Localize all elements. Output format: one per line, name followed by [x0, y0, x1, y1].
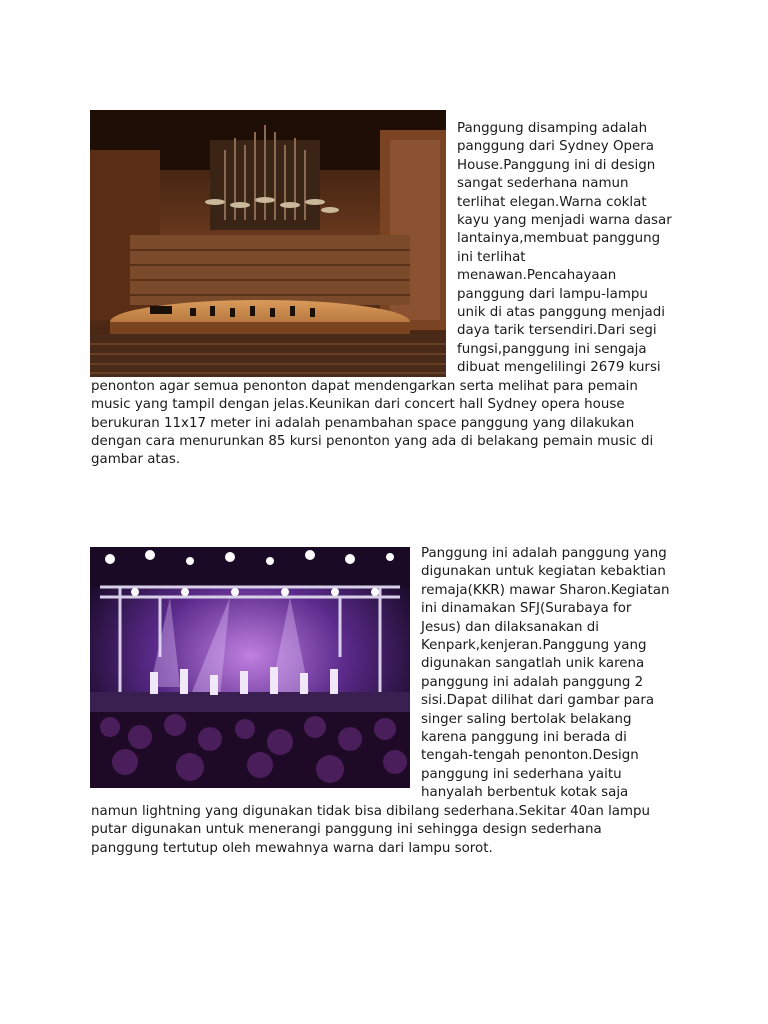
opera-description	[91, 120, 681, 470]
text-line: ini dinamakan SFJ(Surabaya for	[421, 601, 632, 617]
text-line: panggung ini sederhana yaitu	[421, 766, 622, 782]
text-line: sangat sederhana namun	[457, 176, 629, 192]
text-line: berukuran 11x17 meter ini adalah penambahan space panggung yang dilakukan	[91, 415, 635, 431]
text-line: namun lightning yang digunakan tidak bisa dibilang sederhana.Sekitar 40an lampu	[91, 803, 651, 819]
text-line: Kenpark,kenjeran.Panggung yang	[421, 638, 647, 654]
text-line: lantainya,membuat panggung	[457, 231, 661, 247]
text-line: ini terlihat	[457, 249, 526, 265]
text-line: unik di atas panggung menjadi	[457, 305, 665, 321]
text-line: sisi.Dapat dilihat dari gambar para	[421, 693, 655, 709]
text-line: dengan cara menurunkan 85 kursi penonton yang ada di belakang pemain music di	[91, 433, 654, 449]
text-line: dibuat mengelilingi 2679 kursi	[457, 360, 661, 376]
text-line: terlihat elegan.Warna coklat	[457, 194, 647, 210]
text-line: karena panggung ini berada di	[421, 730, 627, 746]
concert-description	[91, 545, 681, 858]
text-line: Jesus) dan dilaksanakan di	[421, 619, 600, 635]
text-line: remaja(KKR) mawar Sharon.Kegiatan	[421, 582, 670, 598]
text-line: fungsi,panggung ini sengaja	[457, 341, 647, 357]
text-line: House.Panggung ini di design	[457, 157, 656, 173]
text-line: digunakan untuk kegiatan kebaktian	[421, 564, 666, 580]
text-line: menawan.Pencahayaan	[457, 268, 617, 284]
text-line: tengah-tengah penonton.Design	[421, 748, 639, 764]
text-line: panggung dari Sydney Opera	[457, 139, 654, 155]
text-line: kayu yang menjadi warna dasar	[457, 213, 672, 229]
text-line: penonton agar semua penonton dapat mendengarkan serta melihat para pemain	[91, 378, 638, 394]
text-line: daya tarik tersendiri.Dari segi	[457, 323, 657, 339]
text-line: Panggung ini adalah panggung yang	[421, 546, 667, 561]
text-line: panggung dari lampu-lampu	[457, 286, 648, 302]
text-line: panggung ini adalah panggung 2	[421, 674, 644, 690]
text-line: music yang tampil dengan jelas.Keunikan dari concert hall Sydney opera house	[91, 397, 625, 413]
text-line: hanyalah berbentuk kotak saja	[421, 785, 629, 801]
text-line: singer saling bertolak belakang	[421, 711, 632, 727]
text-line: gambar atas.	[91, 452, 181, 468]
text-line: Panggung disamping adalah	[457, 121, 648, 136]
text-line: digunakan sangatlah unik karena	[421, 656, 645, 672]
text-line: putar digunakan untuk menerangi panggung ini sehingga design sederhana	[91, 822, 602, 838]
text-line: panggung tertutup oleh mewahnya warna dari lampu sorot.	[91, 840, 493, 856]
